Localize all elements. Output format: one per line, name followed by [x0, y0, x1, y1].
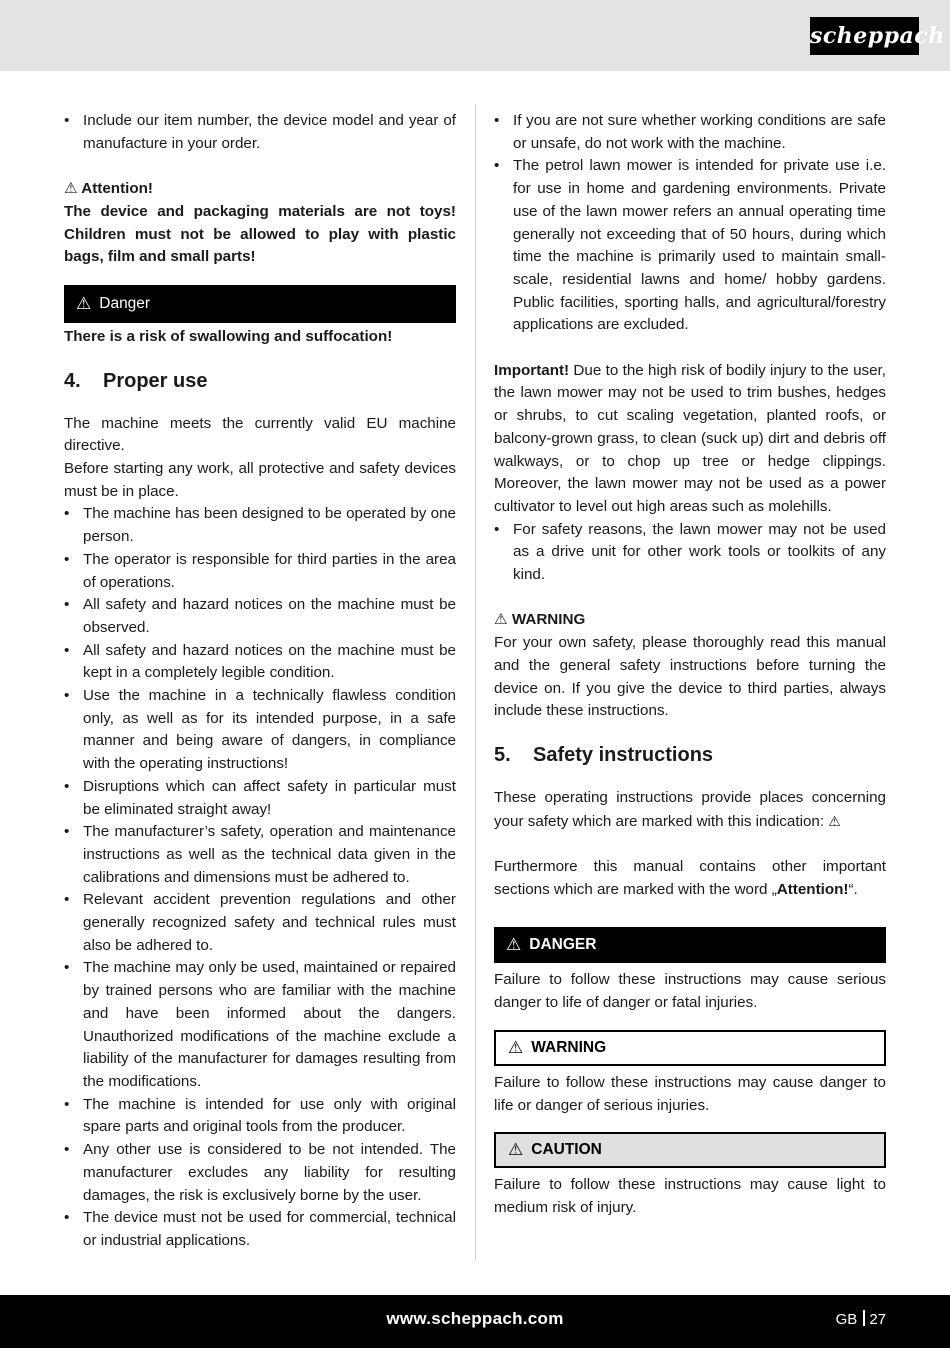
danger-description: Failure to follow these instructions may cause serious danger to life of danger or fatal injuries. [494, 971, 886, 1012]
intro-paragraph: The machine meets the currently valid EU machine directive. [64, 414, 456, 455]
list-item: • The manufacturer’s safety, operation and maintenance instructions as well as the technical data given in the calibrations and dimensions must be adhered to. [64, 823, 456, 886]
section-heading-proper-use: 4. Proper use [64, 369, 208, 392]
list-item: • The machine may only be used, maintained or repaired by trained persons who are familiar with the machine and have been informed about the dangers. Unauthorized modifications of the machine exclude a liability of the manufacturer for damages resulting from the modifications. [64, 959, 456, 1090]
section-heading-safety-instructions: 5. Safety instructions [494, 743, 714, 766]
warning-triangle-icon: ⚠ [76, 293, 92, 313]
important-paragraph: Important! Due to the high risk of bodily injury to the user, the lawn mower may not be used to trim bushes, hedges or shrubs, to cut scaling vegetation, planted roofs, or balcony-grown grass, to clean (suck up) dirt and debris off walkways, or to chop up tree or hedge clippings. Moreover, the lawn mower may not be used as a power cultivator to level out high areas such as molehills. [494, 361, 886, 515]
danger-text: There is a risk of swallowing and suffocation! [64, 327, 393, 345]
danger-box [64, 285, 456, 323]
list-item: • All safety and hazard notices on the machine must be kept in a completely legible condition. [64, 641, 456, 682]
attention-text: The device and packaging materials are not toys! Children must not be allowed to play with plastic bags, film and small parts! [64, 202, 456, 266]
caution-label: CAUTION [531, 1140, 602, 1158]
danger-label: DANGER [529, 936, 597, 954]
intro-paragraph: Before starting any work, all protective and safety devices must be in place. [64, 460, 456, 500]
right-column [494, 110, 886, 1220]
warning-triangle-icon: ⚠ [828, 812, 841, 829]
list-item: • Disruptions which can affect safety in particular must be eliminated straight away! [64, 777, 456, 818]
danger-box [494, 927, 886, 963]
brand-logo: scheppach [810, 17, 919, 55]
attention-heading: ⚠ Attention! [64, 180, 153, 198]
list-item: • The machine is intended for use only with original spare parts and original tools from the producer. [64, 1095, 456, 1136]
warning-triangle-icon: ⚠ [506, 935, 522, 955]
safety-intro-text: These operating instructions provide places concerning your safety which are marked with this indication: ⚠ [494, 788, 886, 830]
page-header [0, 0, 950, 71]
warning-triangle-icon: ⚠ [508, 1139, 524, 1159]
warning-label: WARNING [531, 1038, 607, 1056]
list-item: • Relevant accident prevention regulations and other generally recognized safety and technical rules must also be adhered to. [64, 891, 456, 954]
column-divider [475, 104, 476, 1260]
list-item: • The petrol lawn mower is intended for private use i.e. for use in home and gardening environments. Private use of the lawn mower refers an annual operating time generally not exceeding that of 50 hours, during which time the machine is primarily used to maintain small-scale, residential lawns and home/ hobby gardens. Public facilities, sporting halls, and agricultural/forestry applications are excluded. [494, 157, 886, 334]
warning-triangle-icon: ⚠ [494, 611, 508, 629]
working-conditions-list [494, 110, 886, 337]
page-number: GB 27 [835, 1311, 886, 1328]
website-link[interactable]: www.scheppach.com [386, 1309, 564, 1328]
warning-box [494, 1030, 886, 1066]
warning-triangle-icon: ⚠ [64, 180, 78, 198]
attention-note-text: Furthermore this manual contains other important sections which are marked with the word „Attention!“. [494, 858, 886, 898]
left-column [64, 110, 456, 1253]
list-item: • Any other use is considered to be not intended. The manufacturer excludes any liability for resulting damages, the risk is exclusively borne by the user. [64, 1141, 456, 1204]
warning-text: For your own safety, please thoroughly read this manual and the general safety instructions before turning the device on. If you give the device to third parties, always include these instructions. [494, 634, 886, 720]
list-item: • Use the machine in a technically flawless condition only, as well as for its intended purpose, in a safe manner and being aware of dangers, in compliance with the operating instructions! [64, 687, 456, 773]
proper-use-list [64, 503, 456, 1252]
list-item: • If you are not sure whether working conditions are safe or unsafe, do not work with the machine. [494, 112, 886, 152]
list-item: • The machine has been designed to be operated by one person. [64, 505, 456, 546]
warning-heading: ⚠ WARNING [494, 611, 586, 629]
danger-label: Danger [99, 294, 151, 312]
list-item: • Include our item number, the device model and year of manufacture in your order. [64, 112, 456, 152]
safety-reasons-list [494, 519, 886, 587]
warning-description: Failure to follow these instructions may cause danger to life or danger of serious injuries. [494, 1073, 886, 1114]
caution-box [494, 1132, 886, 1168]
warning-triangle-icon: ⚠ [508, 1037, 524, 1057]
caution-description: Failure to follow these instructions may cause light to medium risk of injury. [494, 1176, 886, 1216]
page-footer [0, 1295, 950, 1348]
list-item: • All safety and hazard notices on the machine must be observed. [64, 596, 456, 636]
list-item: • For safety reasons, the lawn mower may not be used as a drive unit for other work tools or toolkits of any kind. [494, 520, 886, 584]
order-info-list [64, 110, 456, 155]
list-item: • The device must not be used for commercial, technical or industrial applications. [64, 1209, 456, 1249]
list-item: • The operator is responsible for third parties in the area of operations. [64, 550, 456, 591]
